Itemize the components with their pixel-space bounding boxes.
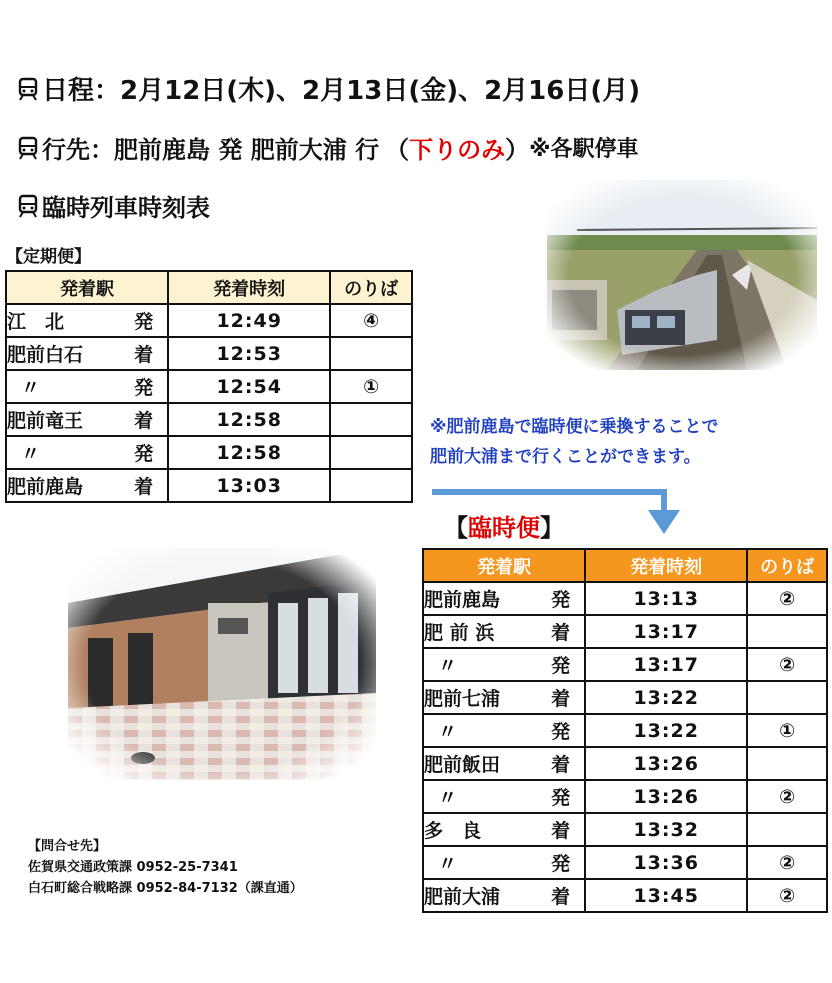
special-title-open: 【 [444, 514, 468, 542]
time-cell: 12:58 [168, 436, 330, 469]
station-name: 肥 前 浜 [424, 622, 495, 644]
station-name: 〃 [438, 721, 458, 743]
station-cell [423, 648, 585, 681]
regular-timetable [5, 270, 413, 503]
table-row [423, 813, 827, 846]
table-row [423, 846, 827, 879]
station-cell [423, 714, 585, 747]
destination-note: ※各駅停車 [529, 137, 639, 162]
station-name: 肥前鹿島 [424, 589, 501, 611]
platform-cell: ② [747, 648, 827, 681]
station-name: 〃 [438, 655, 458, 677]
station-name: 肥前白石 [7, 344, 84, 366]
contact-line1: 佐賀県交通政策課 0952-25-7341 [28, 860, 238, 875]
train-icon [18, 136, 38, 160]
table-row [423, 879, 827, 912]
time-cell: 13:26 [585, 780, 747, 813]
station-name: 肥前大浦 [424, 886, 501, 908]
platform-cell: ① [330, 370, 412, 403]
platform-cell [330, 403, 412, 436]
platform-cell [330, 337, 412, 370]
platform-cell [330, 436, 412, 469]
arrival-departure-type: 発 [551, 853, 571, 875]
platform-cell: ② [747, 846, 827, 879]
arrival-departure-type: 着 [134, 476, 154, 498]
time-cell: 13:17 [585, 648, 747, 681]
station-cell [423, 846, 585, 879]
platform-cell: ② [747, 879, 827, 912]
table-row [423, 615, 827, 648]
time-cell: 12:54 [168, 370, 330, 403]
arrival-departure-type: 着 [551, 622, 571, 644]
schedule-heading [18, 70, 640, 107]
arrival-departure-type: 発 [134, 443, 154, 465]
station-cell [423, 813, 585, 846]
arrival-departure-type: 発 [551, 655, 571, 677]
platform-cell: ① [747, 714, 827, 747]
transfer-note [430, 412, 719, 472]
station-name: 肥前竜王 [7, 410, 84, 432]
time-cell: 13:17 [585, 615, 747, 648]
platform-cell: ④ [330, 304, 412, 337]
time-cell: 13:22 [585, 714, 747, 747]
station-name: 〃 [21, 377, 41, 399]
station-cell [6, 337, 168, 370]
table-row [423, 681, 827, 714]
contact-line2: 白石町総合戦略課 0952-84-7132（課直通） [28, 881, 303, 896]
transfer-note-line1: ※肥前鹿島で臨時便に乗換することで [430, 417, 719, 437]
platform-cell: ② [747, 780, 827, 813]
transfer-note-line2: 肥前大浦まで行くことができます。 [430, 447, 701, 467]
timetable-heading [18, 188, 210, 223]
train-icon [18, 194, 38, 218]
arrival-departure-type: 着 [551, 754, 571, 776]
station-cell [423, 681, 585, 714]
table-row [423, 582, 827, 615]
destination-open-paren: （ [385, 136, 410, 164]
platform-cell [747, 813, 827, 846]
destination-route: 肥前鹿島 発 肥前大浦 行 [114, 136, 380, 164]
table-row [6, 403, 412, 436]
time-cell: 12:58 [168, 403, 330, 436]
station-cell [423, 615, 585, 648]
destination-close-paren: ） [505, 136, 530, 164]
platform-cell [747, 747, 827, 780]
station-name: 江 北 [7, 311, 65, 333]
table-row [423, 747, 827, 780]
contact-block [28, 836, 303, 899]
table-row [6, 469, 412, 502]
platform-cell [330, 469, 412, 502]
station-cell [423, 879, 585, 912]
special-timetable [422, 548, 828, 913]
station-name: 多 良 [424, 820, 482, 842]
table-row [6, 370, 412, 403]
special-title-main: 臨時便 [468, 514, 540, 542]
table-row [423, 648, 827, 681]
time-cell: 13:22 [585, 681, 747, 714]
station-name: 肥前鹿島 [7, 476, 84, 498]
header-station: 発着駅 [423, 549, 585, 582]
station-name: 〃 [438, 787, 458, 809]
station-cell [6, 436, 168, 469]
header-time: 発着時刻 [168, 271, 330, 304]
time-cell: 13:45 [585, 879, 747, 912]
time-cell: 12:53 [168, 337, 330, 370]
train-icon [18, 77, 38, 101]
station-cell [6, 469, 168, 502]
arrival-departure-type: 着 [551, 886, 571, 908]
station-cell [6, 304, 168, 337]
regular-header-row [6, 271, 412, 304]
arrival-departure-type: 発 [551, 721, 571, 743]
time-cell: 13:13 [585, 582, 747, 615]
schedule-dates: 2月12日(木)、2月13日(金)、2月16日(月) [120, 76, 641, 106]
station-cell [423, 582, 585, 615]
arrival-departure-type: 着 [551, 820, 571, 842]
arrival-departure-type: 着 [551, 688, 571, 710]
time-cell: 12:49 [168, 304, 330, 337]
special-header-row [423, 549, 827, 582]
schedule-label: 日程： [42, 76, 121, 106]
header-platform: のりば [747, 549, 827, 582]
platform-cell [747, 681, 827, 714]
station-name: 〃 [438, 853, 458, 875]
arrival-departure-type: 発 [551, 589, 571, 611]
table-row [6, 304, 412, 337]
arrival-departure-type: 発 [551, 787, 571, 809]
destination-heading [18, 130, 638, 165]
station-name: 肥前飯田 [424, 754, 501, 776]
arrival-departure-type: 発 [134, 377, 154, 399]
arrival-departure-type: 発 [134, 311, 154, 333]
regular-title: 【定期便】 [6, 247, 91, 267]
contact-title: 【問合せ先】 [28, 839, 107, 854]
time-cell: 13:03 [168, 469, 330, 502]
special-title [444, 508, 564, 543]
table-row [423, 780, 827, 813]
station-building-photo [68, 548, 376, 780]
arrival-departure-type: 着 [134, 344, 154, 366]
special-title-close: 】 [540, 514, 564, 542]
arrival-departure-type: 着 [134, 410, 154, 432]
time-cell: 13:32 [585, 813, 747, 846]
platform-cell [747, 615, 827, 648]
destination-label: 行先： [42, 136, 114, 164]
train-photo [547, 180, 817, 370]
station-name: 〃 [21, 443, 41, 465]
header-time: 発着時刻 [585, 549, 747, 582]
platform-cell: ② [747, 582, 827, 615]
time-cell: 13:36 [585, 846, 747, 879]
station-name: 肥前七浦 [424, 688, 501, 710]
station-cell [6, 403, 168, 436]
header-station: 発着駅 [6, 271, 168, 304]
table-row [423, 714, 827, 747]
time-cell: 13:26 [585, 747, 747, 780]
station-cell [423, 780, 585, 813]
station-cell [423, 747, 585, 780]
timetable-title: 臨時列車時刻表 [42, 194, 210, 222]
table-row [6, 436, 412, 469]
table-row [6, 337, 412, 370]
header-platform: のりば [330, 271, 412, 304]
destination-direction: 下りのみ [409, 136, 506, 164]
station-cell [6, 370, 168, 403]
